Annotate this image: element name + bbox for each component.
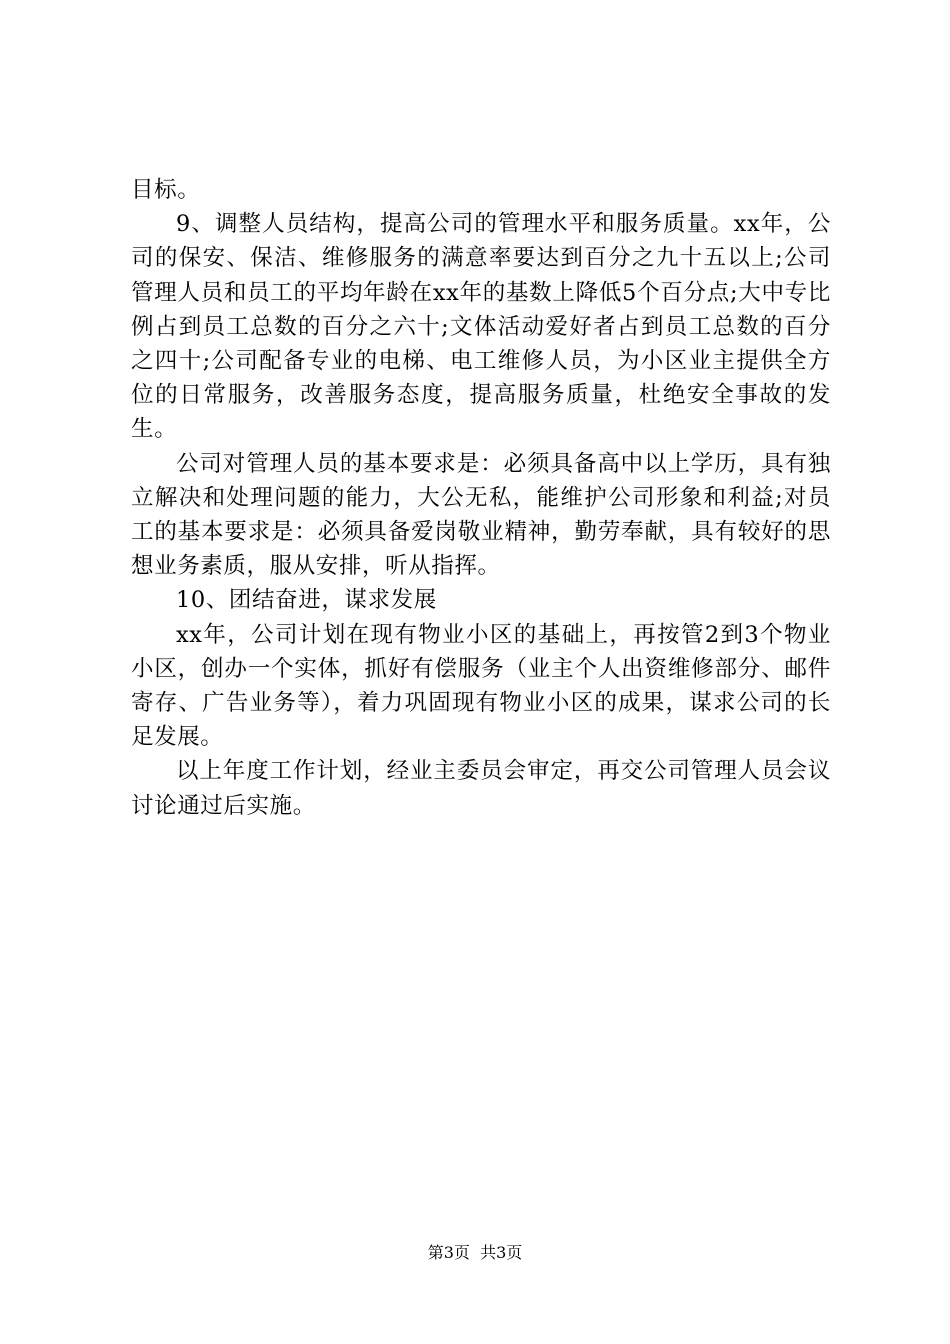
paragraph-6: 以上年度工作计划，经业主委员会审定，再交公司管理人员会议讨论通过后实施。	[131, 758, 831, 819]
paragraph-2: 9、调整人员结构，提高公司的管理水平和服务质量。xx年，公司的保安、保洁、维修服务的满意率要达到百分之九十五以上;公司管理人员和员工的平均年龄在xx年的基数上降低5个百分点;大中专比例占到员工总数的百分之六十;文体活动爱好者占到员工总数的百分之四十;公司配备专业的电梯、电工维修人员，为小区业主提供全方位的日常服务，改善服务态度，提高服务质量，杜绝安全事故的发生。	[131, 211, 831, 443]
page-footer	[0, 1242, 950, 1264]
page-number-label: 第3页 共3页	[427, 1243, 523, 1262]
paragraph-3: 公司对管理人员的基本要求是：必须具备高中以上学历，具有独立解决和处理问题的能力，大公无私，能维护公司形象和利益;对员工的基本要求是：必须具备爱岗敬业精神，勤劳奉献，具有较好的思想业务素质，服从安排，听从指挥。	[131, 450, 831, 580]
paragraph-5: xx年，公司计划在现有物业小区的基础上，再按管2到3个物业小区，创办一个实体，抓好有偿服务（业主个人出资维修部分、邮件寄存、广告业务等），着力巩固现有物业小区的成果，谋求公司的长足发展。	[131, 621, 831, 751]
paragraph-1: 目标。	[131, 177, 201, 203]
document-body	[131, 173, 831, 823]
paragraph-4: 10、团结奋进，谋求发展	[176, 587, 437, 614]
